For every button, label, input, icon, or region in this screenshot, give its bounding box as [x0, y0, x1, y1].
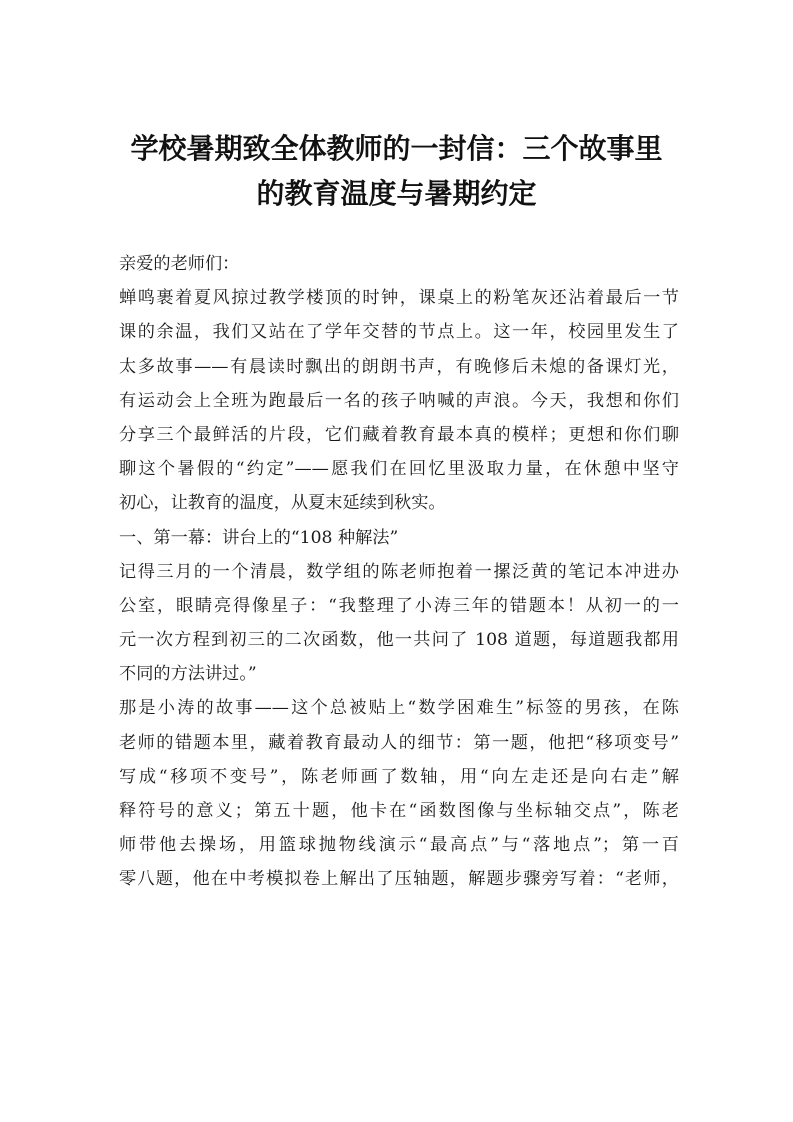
text-line: 有运动会上全班为跑最后一名的孩子呐喊的声浪。今天，我想和你们: [119, 390, 679, 411]
section-heading-1: [119, 521, 679, 555]
title-line-1: 学校暑期致全体教师的一封信：三个故事里: [130, 132, 663, 165]
text-line: 师带他去操场，用篮球抛物线演示“最高点”与“落地点”；第一百: [119, 835, 679, 856]
text-line: 聊这个暑假的“约定”——愿我们在回忆里汲取力量，在休憩中坚守: [119, 459, 679, 480]
text-line: 零八题，他在中考模拟卷上解出了压轴题，解题步骤旁写着：“老师，: [119, 869, 679, 890]
paragraph-story-1: [119, 555, 679, 692]
title-line-2: 的教育温度与暑期约定: [256, 177, 537, 210]
letter-body: [119, 247, 679, 897]
text-line: 初心，让教育的温度，从夏末延续到秋实。: [119, 493, 446, 514]
paragraph-story-1-detail: [119, 691, 679, 896]
salutation: 亲爱的老师们：: [119, 254, 240, 274]
section-heading-text: 一、第一幕：讲台上的“108 种解法”: [119, 527, 399, 548]
text-line: 那是小涛的故事——这个总被贴上“数学困难生”标签的男孩，在陈: [119, 698, 679, 719]
text-line: 公室，眼睛亮得像星子：“我整理了小涛三年的错题本！从初一的一: [119, 595, 679, 616]
text-line: 分享三个最鲜活的片段，它们藏着教育最本真的模样；更想和你们聊: [119, 424, 679, 445]
text-line: 蝉鸣裹着夏风掠过教学楼顶的时钟，课桌上的粉笔灰还沾着最后一节: [119, 288, 679, 309]
text-line: 记得三月的一个清晨，数学组的陈老师抱着一摞泛黄的笔记本冲进办: [119, 561, 679, 582]
text-line: 元一次方程到初三的二次函数，他一共问了 108 道题，每道题我都用: [119, 630, 679, 651]
text-line: 太多故事——有晨读时飘出的朗朗书声，有晚修后未熄的备课灯光，: [119, 356, 679, 377]
text-line: 课的余温，我们又站在了学年交替的节点上。这一年，校园里发生了: [119, 322, 679, 343]
text-line: 释符号的意义；第五十题，他卡在“函数图像与坐标轴交点”，陈老: [119, 801, 679, 821]
text-line: 写成“移项不变号”，陈老师画了数轴，用“向左走还是向右走”解: [119, 766, 679, 787]
text-line: 不同的方法讲过。”: [119, 664, 257, 685]
paragraph-intro: [119, 281, 679, 520]
document-title: [100, 126, 693, 216]
text-line: 老师的错题本里，藏着教育最动人的细节：第一题，他把“移项变号”: [119, 732, 679, 753]
